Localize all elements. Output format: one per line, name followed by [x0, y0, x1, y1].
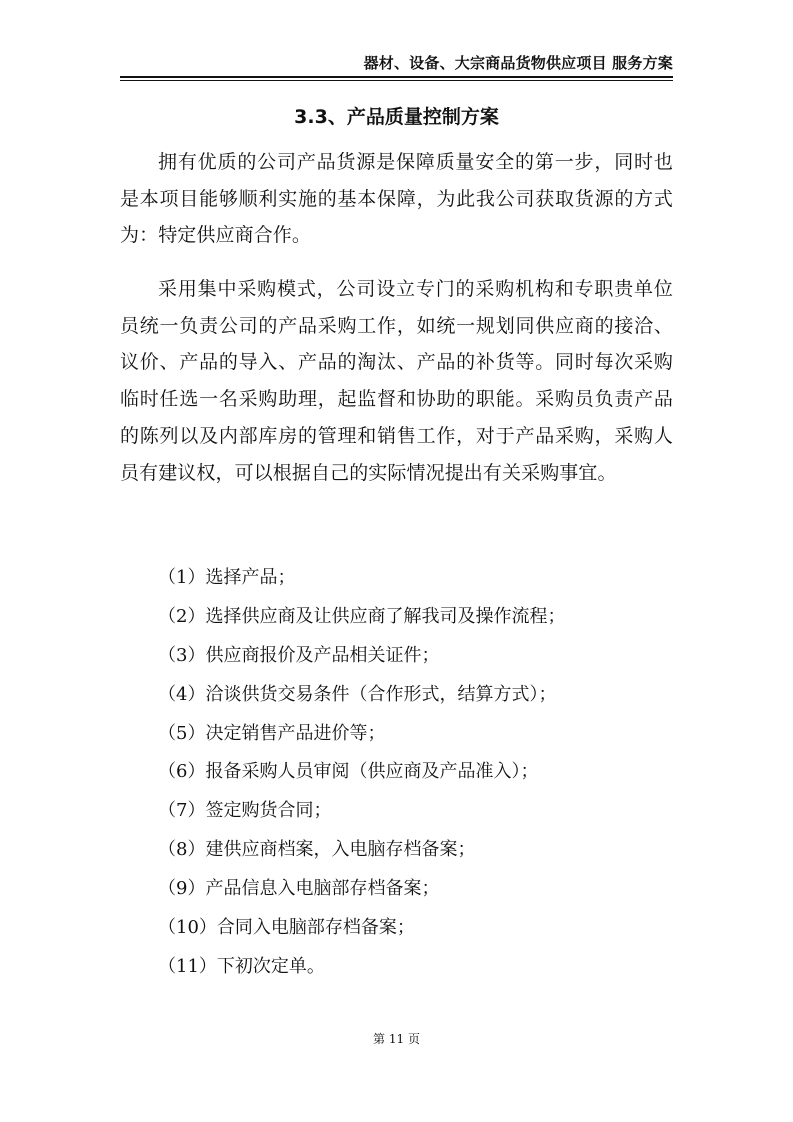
header-rule [120, 76, 673, 78]
list-item: （8）建供应商档案，入电脑存档备案； [158, 839, 476, 861]
header-rule-thin [120, 80, 673, 81]
paragraph-procurement: 采用集中采购模式，公司设立专门的采购机构和专职贵单位员统一负责公司的产品采购工作，如统一规划同供应商的接洽、议价、产品的导入、产品的淘汰、产品的补货等。同时每次采购临时任选一名采购助理，起监督和协助的职能。采购员负责产品的陈列以及内部库房的管理和销售工作，对于产品采购，采购人员有建议权，可以根据自己的实际情况提出有关采购事宜。 [120, 278, 673, 484]
paragraph-sourcing: 拥有优质的公司产品货源是保障质量安全的第一步，同时也是本项目能够顺利实施的基本保障，为此我公司获取货源的方式为：特定供应商合作。 [120, 151, 673, 247]
list-item: （9）产品信息入电脑部存档备案； [158, 878, 440, 900]
header-title: 器材、设备、大宗商品货物供应项目 服务方案 [363, 54, 673, 72]
list-item: （11）下初次定单。 [158, 955, 325, 977]
list-item: （2）选择供应商及让供应商了解我司及操作流程； [158, 605, 566, 627]
list-item: （3）供应商报价及产品相关证件； [158, 644, 440, 666]
page-number: 第 11 页 [373, 1032, 420, 1046]
list-item: （6）报备采购人员审阅（供应商及产品准入）； [158, 761, 539, 783]
list-item: （7）签定购货合同； [158, 800, 332, 822]
list-item: （10）合同入电脑部存档备案； [158, 917, 415, 939]
list-item: （5）决定销售产品进价等； [158, 722, 386, 744]
section-title: 3.3、产品质量控制方案 [294, 106, 499, 128]
page-header [120, 48, 673, 78]
list-item: （1）选择产品； [158, 567, 296, 588]
list-item: （4）洽谈供货交易条件（合作形式，结算方式）； [158, 683, 557, 705]
procurement-steps-list [158, 566, 673, 994]
